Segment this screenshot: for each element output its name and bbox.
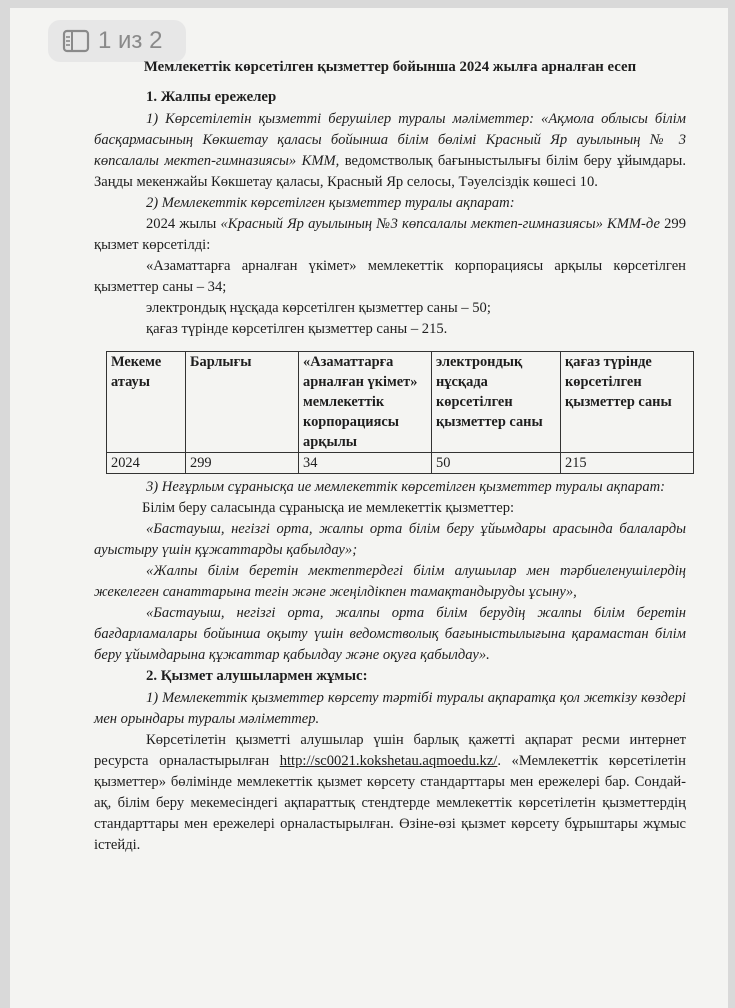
table-cell: 2024 (107, 453, 186, 474)
table-cell: 34 (299, 453, 432, 474)
paragraph-demanded-3: «Бастауыш, негізгі орта, жалпы орта білім берудің жалпы білім беретін бағдарламалары бойынша оқыту үшін ведомстволық бағыныстылығына қарамастан білім беру ұйымдарына құжаттар қабылдау және оқуға қабылдау». (94, 605, 686, 663)
services-count-italic: «Красный Яр ауылының №3 көпсалалы мектеп-гимназиясы» КММ-де (220, 216, 660, 232)
table-header-row (107, 352, 694, 453)
document-page (10, 8, 728, 1008)
resources-b: . «Мемлекеттік көрсетілетін қызметтер» бөлімінде мемлекеттік қызмет көрсету стандарттары мен ережелері бар. Сондай-ақ, білім беру мекемесіндегі ақпараттық стендтерде мемлекеттік көрсетілетін қызметтердің стандарттары мен ережелері орналастырылған. Өзіне-өзі қызмет көрсету бұрыштары жұмыс істейді. (94, 753, 686, 853)
table-cell: 299 (186, 453, 299, 474)
section-2-heading: 2. Қызмет алушылармен жұмыс: (146, 668, 368, 684)
page-indicator-text: 1 из 2 (98, 27, 163, 54)
services-count-b: 299 қызмет көрсетілді: (94, 216, 686, 253)
page-indicator[interactable] (48, 20, 186, 62)
services-count-a: 2024 жылы (146, 216, 221, 232)
paragraph-demanded-intro: Білім беру саласында сұранысқа ие мемлекеттік қызметтер: (142, 500, 515, 516)
paragraph-resources (94, 730, 686, 856)
paragraph-services-count (94, 214, 686, 256)
resources-a: Көрсетілетін қызметті алушылар үшін барлық қажетті ақпарат ресми интернет ресурста орналастырылған (94, 732, 686, 769)
table-header: «Азаматтарға арналған үкімет» мемлекеттік корпорациясы арқылы (299, 352, 432, 453)
paragraph-paper-count: қағаз түрінде көрсетілген қызметтер саны – 215. (146, 321, 448, 337)
table-header: электрондық нұсқада көрсетілген қызметтер саны (432, 352, 561, 453)
table-header: қағаз түрінде көрсетілген қызметтер саны (561, 352, 694, 453)
section-1-heading: 1. Жалпы ережелер (146, 89, 277, 105)
table-header: Барлығы (186, 352, 299, 453)
website-link[interactable]: http://sc0021.kokshetau.aqmoedu.kz/ (279, 753, 498, 769)
table-cell: 50 (432, 453, 561, 474)
paragraph-corp-count: «Азаматтарға арналған үкімет» мемлекеттік корпорациясы арқылы көрсетілген қызметтер саны – 34; (94, 258, 686, 295)
paragraph-access-info: 1) Мемлекеттік қызметтер көрсету тәртібі туралы ақпаратқа қол жеткізу көздері мен орындары туралы мәліметтер. (94, 690, 686, 727)
document-title: Мемлекеттік көрсетілген қызметтер бойынша 2024 жылға арналған есеп (143, 59, 637, 75)
table-header: Мекеме атауы (107, 352, 186, 453)
paragraph-demanded-info: 3) Неғұрлым сұранысқа ие мемлекеттік көрсетілген қызметтер туралы ақпарат: (146, 479, 666, 495)
paragraph-demanded-2: «Жалпы білім беретін мектептердегі білім алушылар мен тәрбиеленушілердің жекелеген санаттарына тегін және жеңілдікпен тамақтандыруды ұсыну», (94, 563, 686, 600)
paragraph-demanded-1: «Бастауыш, негізгі орта, жалпы орта білім беру ұйымдары арасында балаларды ауыстыру үшін құжаттарды қабылдау»; (94, 521, 686, 558)
document-body (94, 57, 686, 856)
providers-italic: 1) Көрсетілетін қызметті берушілер туралы мәліметтер: «Ақмола облысы білім басқармасының Көкшетау қаласы бойынша білім бөлімі Красный Яр ауылының № 3 көпсалалы мектеп-гимназиясы» КММ, (94, 111, 686, 169)
providers-rest: ведомстволық бағыныстылығы білім беру ұйымдары. Заңды мекенжайы Көкшетау қаласы, Красный Яр селосы, Тәуелсіздік көшесі 10. (94, 153, 686, 190)
paragraph-electronic-count: электрондық нұсқада көрсетілген қызметтер саны – 50; (146, 300, 491, 316)
table-cell: 215 (561, 453, 694, 474)
page-icon (62, 29, 90, 53)
services-table (106, 351, 694, 474)
paragraph-providers (94, 109, 686, 193)
paragraph-services-info: 2) Мемлекеттік көрсетілген қызметтер туралы ақпарат: (146, 195, 515, 211)
table-row (107, 453, 694, 474)
